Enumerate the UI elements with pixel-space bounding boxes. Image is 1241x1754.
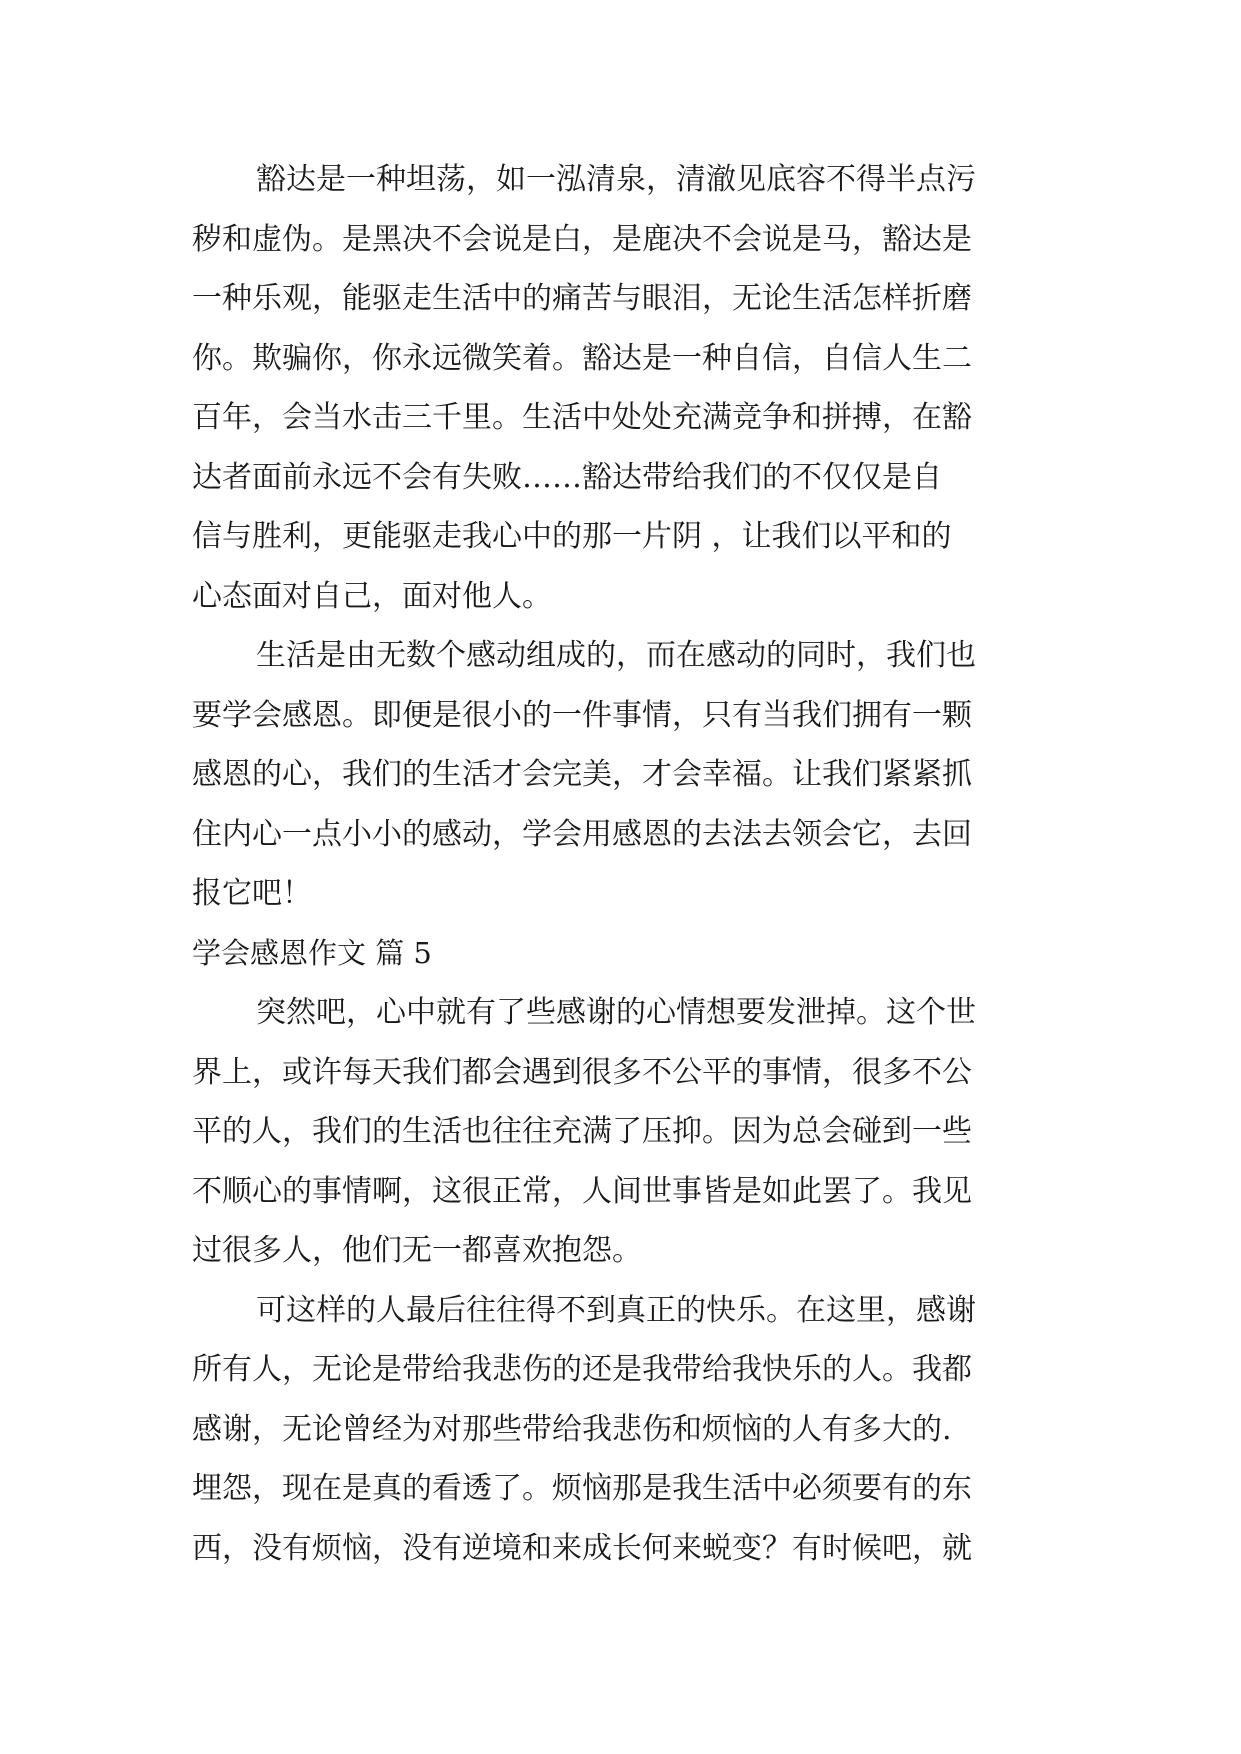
text-line: 心态面对自己，面对他人。 [192,578,552,614]
text-line: 不顺心的事情啊，这很正常，人间世事皆是如此罢了。我见 [192,1173,972,1209]
section-heading: 学会感恩作文 篇 5 [192,935,432,970]
text-line: 过很多人，他们无一都喜欢抱怨。 [192,1233,642,1268]
text-line: 住内心一点小小的感动，学会用感恩的去法去领会它，去回 [192,816,972,852]
text-line: 所有人，无论是带给我悲伤的还是我带给我快乐的人。我都 [192,1352,972,1387]
text-line: 豁达是一种坦荡，如一泓清泉，清澈见底容不得半点污 [256,162,976,197]
text-line: 一种乐观，能驱走生活中的痛苦与眼泪，无论生活怎样折磨 [192,281,972,316]
paragraph-4 [192,1281,1054,1579]
text-line: 百年，会当水击三千里。生活中处处充满竞争和拼搏，在豁 [192,400,972,435]
text-line: 感谢，无论曾经为对那些带给我悲伤和烦恼的人有多大的. [192,1411,952,1447]
text-line: 平的人，我们的生活也往往充满了压抑。因为总会碰到一些 [192,1114,972,1149]
paragraph-2 [192,626,1054,924]
text-line: 界上，或许每天我们都会遇到很多不公平的事情，很多不公 [192,1054,972,1090]
text-line: 西，没有烦恼，没有逆境和来成长何来蜕变？有时候吧，就 [192,1530,972,1566]
text-line: 你。欺骗你，你永远微笑着。豁达是一种自信，自信人生二 [192,340,972,376]
text-line: 生活是由无数个感动组成的，而在感动的同时，我们也 [256,638,976,673]
text-line: 可这样的人最后往往得不到真正的快乐。在这里，感谢 [256,1292,976,1328]
text-line: 埋怨，现在是真的看透了。烦恼那是我生活中必须要有的东 [192,1471,972,1506]
text-line: 感恩的心，我们的生活才会完美，才会幸福。让我们紧紧抓 [192,757,972,792]
text-line: 突然吧，心中就有了些感谢的心情想要发泄掉。这个世 [256,995,976,1030]
text-line: 要学会感恩。即便是很小的一件事情，只有当我们拥有一颗 [192,697,972,733]
text-line: 报它吧！ [192,876,312,911]
text-line: 信与胜利，更能驱走我心中的那一片阴 ，让我们以平和的 [192,519,952,554]
document-body [192,150,1054,1578]
text-line: 达者面前永远不会有失败……豁达带给我们的不仅仅是自 [192,459,942,495]
paragraph-1 [192,150,1054,626]
text-line: 秽和虚伪。是黑决不会说是白，是鹿决不会说是马，豁达是 [192,221,972,257]
paragraph-3 [192,983,1054,1281]
